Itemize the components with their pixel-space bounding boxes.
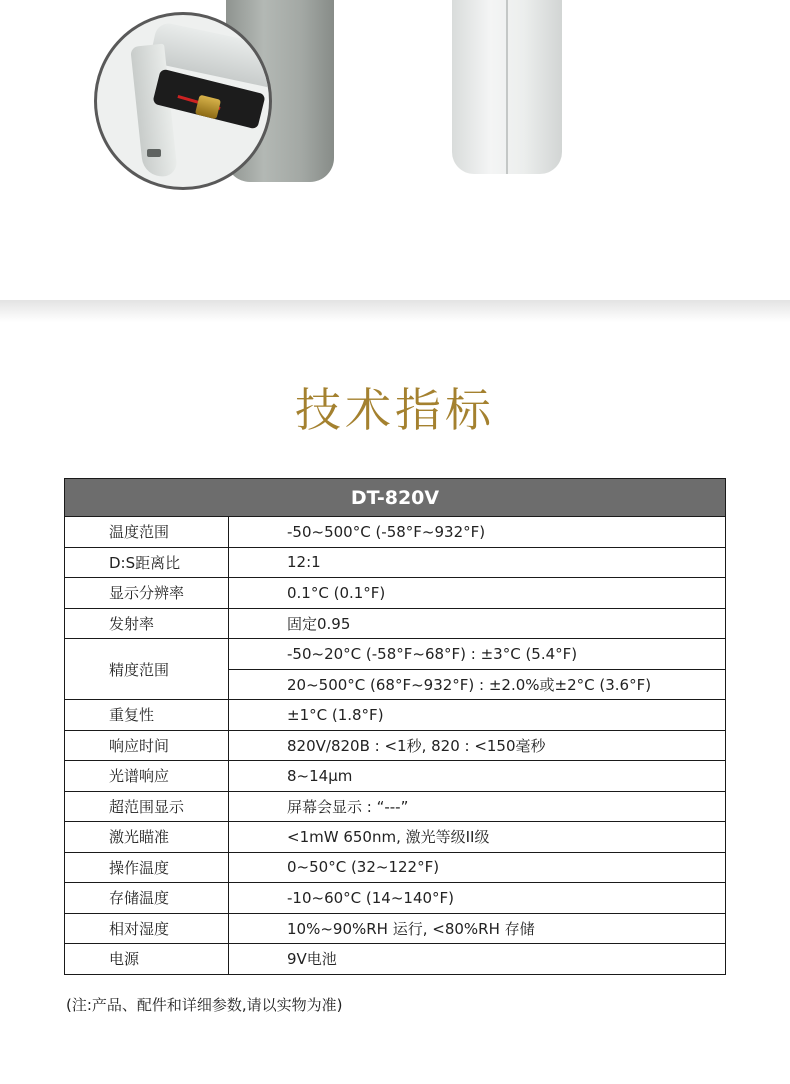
section-divider bbox=[0, 300, 790, 322]
spec-table bbox=[64, 478, 726, 975]
spec-value: 9V电池 bbox=[229, 944, 726, 975]
spec-value: 10%~90%RH 运行, <80%RH 存储 bbox=[229, 913, 726, 944]
spec-value: 12:1 bbox=[229, 547, 726, 578]
table-row bbox=[65, 944, 726, 975]
table-row bbox=[65, 913, 726, 944]
table-row bbox=[65, 639, 726, 670]
spec-value: 0.1°C (0.1°F) bbox=[229, 578, 726, 609]
table-row bbox=[65, 608, 726, 639]
spec-label: 发射率 bbox=[65, 608, 229, 639]
table-row bbox=[65, 547, 726, 578]
spec-label: 精度范围 bbox=[65, 639, 229, 700]
spec-value: 820V/820B : <1秒, 820 : <150毫秒 bbox=[229, 730, 726, 761]
spec-label: 超范围显示 bbox=[65, 791, 229, 822]
thermometer-white-image bbox=[452, 0, 562, 174]
spec-value: -10~60°C (14~140°F) bbox=[229, 883, 726, 914]
table-row bbox=[65, 700, 726, 731]
battery-compartment-zoom-image bbox=[94, 12, 272, 190]
spec-value: 20~500°C (68°F~932°F) : ±2.0%或±2°C (3.6°F) bbox=[229, 669, 726, 700]
table-row bbox=[65, 822, 726, 853]
spec-label: 电源 bbox=[65, 944, 229, 975]
spec-label: 光谱响应 bbox=[65, 761, 229, 792]
table-row bbox=[65, 852, 726, 883]
footnote: (注:产品、配件和详细参数,请以实物为准) bbox=[66, 996, 343, 1014]
spec-value: -50~500°C (-58°F~932°F) bbox=[229, 517, 726, 548]
table-row bbox=[65, 730, 726, 761]
spec-value: <1mW 650nm, 激光等级II级 bbox=[229, 822, 726, 853]
spec-value: -50~20°C (-58°F~68°F) : ±3°C (5.4°F) bbox=[229, 639, 726, 670]
spec-label: D:S距离比 bbox=[65, 547, 229, 578]
table-row bbox=[65, 578, 726, 609]
product-photo bbox=[0, 0, 790, 300]
table-row bbox=[65, 883, 726, 914]
spec-label: 激光瞄准 bbox=[65, 822, 229, 853]
table-row bbox=[65, 791, 726, 822]
spec-label: 重复性 bbox=[65, 700, 229, 731]
spec-label: 响应时间 bbox=[65, 730, 229, 761]
spec-value: 固定0.95 bbox=[229, 608, 726, 639]
spec-label: 存储温度 bbox=[65, 883, 229, 914]
spec-label: 操作温度 bbox=[65, 852, 229, 883]
spec-label: 温度范围 bbox=[65, 517, 229, 548]
table-row bbox=[65, 517, 726, 548]
table-row bbox=[65, 761, 726, 792]
section-title: 技术指标 bbox=[295, 383, 495, 437]
spec-label: 显示分辨率 bbox=[65, 578, 229, 609]
spec-value: 8~14µm bbox=[229, 761, 726, 792]
spec-value: 0~50°C (32~122°F) bbox=[229, 852, 726, 883]
spec-value: ±1°C (1.8°F) bbox=[229, 700, 726, 731]
spec-label: 相对湿度 bbox=[65, 913, 229, 944]
model-header: DT-820V bbox=[65, 479, 726, 517]
spec-value: 屏幕会显示 : “---” bbox=[229, 791, 726, 822]
